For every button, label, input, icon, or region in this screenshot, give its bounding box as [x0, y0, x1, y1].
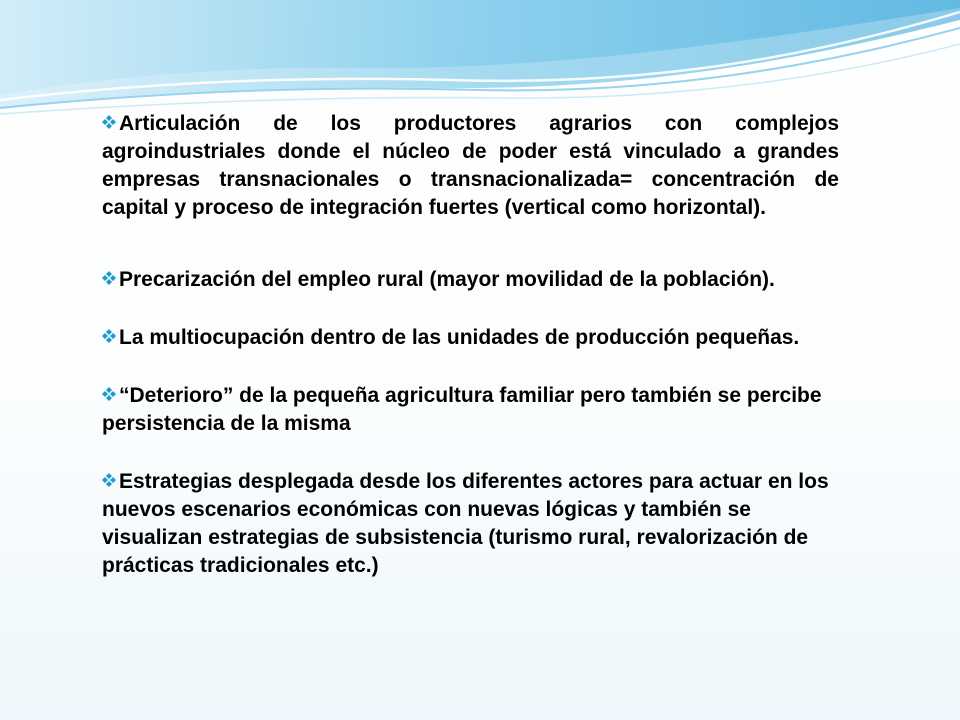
four-diamond-bullet-icon — [102, 271, 116, 285]
bullet-item — [102, 324, 839, 352]
four-diamond-bullet-icon — [102, 329, 116, 343]
bullet-text: Precarización del empleo rural (mayor movilidad de la población). — [119, 268, 775, 291]
four-diamond-bullet-icon — [102, 473, 116, 487]
bullet-text: Estrategias desplegada desde los diferentes actores para actuar en los nuevos escenarios económicas con nuevas lógicas y también se visualizan estrategias de subsistencia (turismo rural, revalorización de prácticas tradicionales etc.) — [102, 470, 829, 577]
bullet-item — [102, 110, 839, 222]
bullet-text: Articulación de los productores agrarios con complejos agroindustriales donde el núcleo de poder está vinculado a grandes empresas transnacionales o transnacionalizada= concentración de capital y proceso de integración fuertes (vertical como horizontal). — [102, 112, 839, 219]
bullet-text: “Deterioro” de la pequeña agricultura familiar pero también se percibe persistencia de la misma — [102, 384, 822, 435]
header-wave-decoration — [0, 0, 960, 120]
four-diamond-bullet-icon — [102, 387, 116, 401]
bullet-list — [102, 110, 839, 580]
wave-front — [0, 0, 960, 108]
bullet-text: La multiocupación dentro de las unidades de producción pequeñas. — [119, 326, 800, 349]
four-diamond-bullet-icon — [102, 115, 116, 129]
bullet-item — [102, 382, 839, 438]
bullet-item — [102, 468, 839, 580]
bullet-item — [102, 266, 839, 294]
